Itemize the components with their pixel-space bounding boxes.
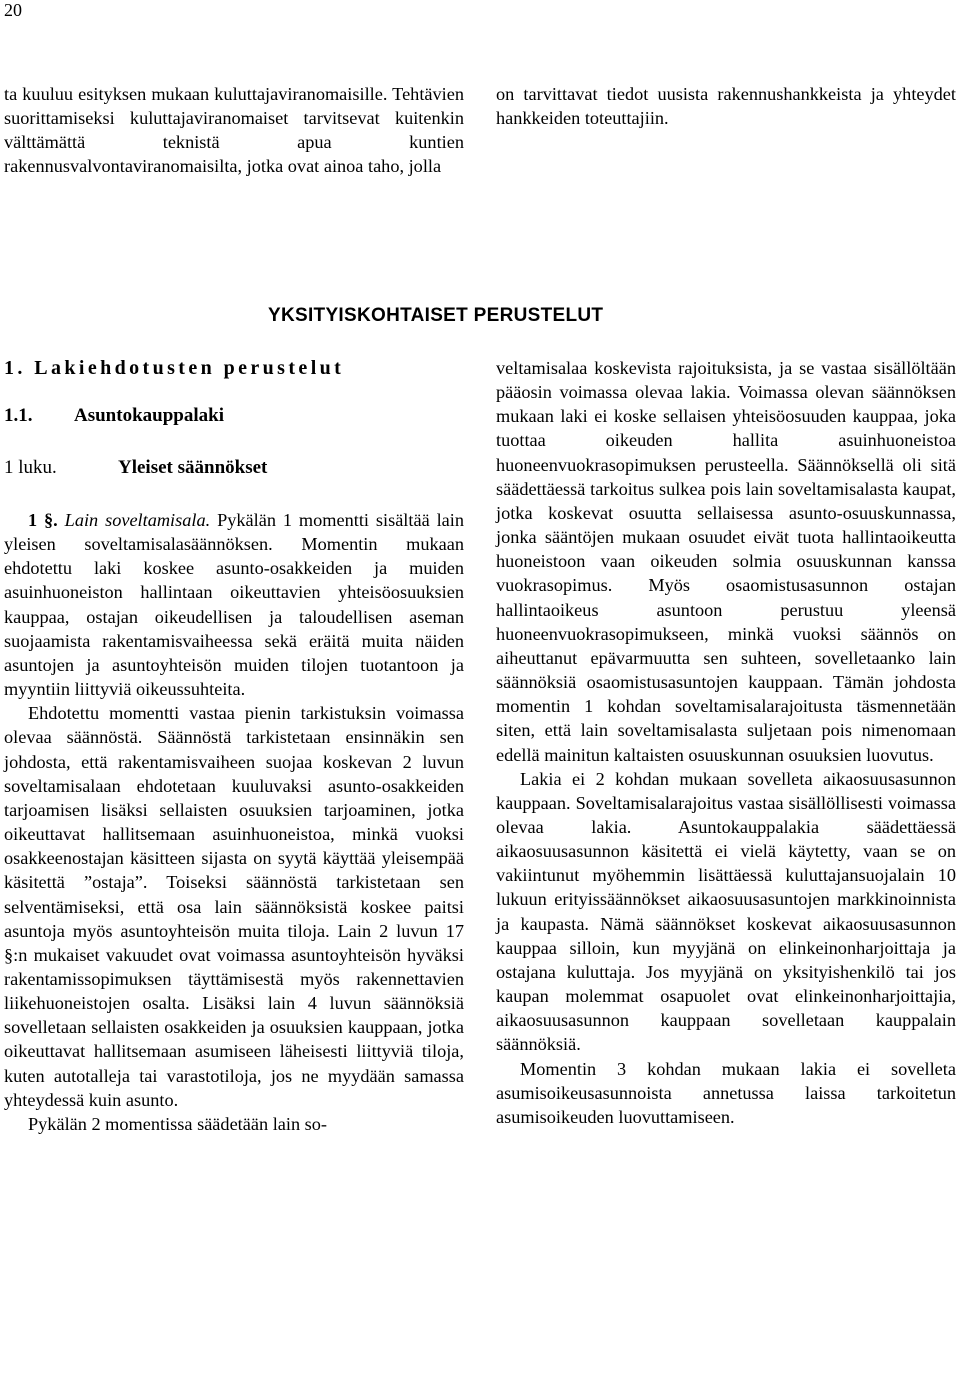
left-column [4,508,464,1136]
heading-chapter-1 [4,457,267,479]
intro-left-column [4,82,464,179]
heading-lakiehdotusten-perustelut: 1. Lakiehdotusten perustelut [4,357,345,379]
intro-right-column [496,82,956,130]
paragraph-3: Pykälän 2 momentissa säädetään lain so- [28,1113,328,1134]
intro-left-paragraph: ta kuuluu esityksen mukaan kuluttajaviranomaisille. Tehtävien suorittamiseksi kuluttajaviranomaiset tarvitsevat kuitenkin välttämättä teknistä apua kuntien rakennusvalvontaviranomaisilta, jotka ovat ainoa taho, jolla [4,84,464,177]
heading-number: 1.1. [4,405,33,426]
paragraph-2: Ehdotettu momentti vastaa pienin tarkistuksin voimassa olevaa säännöstä. Säännöstä tarkistetaan ensinnäkin sen johdosta, että rakentamisvaiheen suojaa koskevan 2 luvun soveltamisalaan ehdotetaan kuuluvaksi asunto-osakkeiden tarjoamisen lisäksi sellaisten osuuksien tarjoaminen, jotka oikeuttavat hallitsemaan asuinhuoneistoa, minkä vuoksi osakkeenostajan käsitteen sijasta on syytä käyttää yleisempää käsitettä ”ostaja”. Toiseksi säännöstä tarkistetaan sen selventämiseksi, että osa lain säännöksistä koskee paitsi asuntoja myös asuntoyhteisön muita tiloja. Lain 2 luvun 17 §:n mukaiset vakuudet ovat voimassa asuntoyhteisön hyväksi rakentamissopimuksen täyttämisestä myös rakennettavien liikehuoneistojen osalta. Lisäksi lain 4 luvun säännöksiä sovelletaan sellaisten osakkeiden ja osuuksien kauppaan, jotka oikeuttavat hallitsemaan asumiseen läheisesti liittyviä tiloja, kuten autotalleja tai varastotiloja, jos ne myydään samassa yhteydessä kuin asunto. [4,703,464,1110]
right-paragraph-2: Lakia ei 2 kohdan mukaan sovelleta aikaosuusasunnon kauppaan. Soveltamisalarajoitus vastaa sisällöllisesti voimassa olevaa lakia. Asuntokauppalakia säädettäessä aikaosuusasunnon käsitettä ei vielä käytetty, vaan se on vakiintunut myöhemmin lisättäessä kuluttajansuojalain 10 lukuun erityissäännökset aikaosuusasuntojen markkinoinnista ja kaupasta. Nämä säännökset koskevat aikaosuusasunnon kauppaa silloin, kun myyjänä on elinkeinonharjoittaja ja ostajana kuluttaja. Jos myyjänä on yksityishenkilö tai jos kaupan molemmat osapuolet ovat elinkeinonharjoittajia, aikaosuusasunnon kauppaan sovelletaan kauppalain säännöksiä. [496,768,956,1055]
paragraph-text: Pykälän 1 momentti sisältää lain yleisen soveltamisalasäännöksen. Momentin mukaan ehdotettu laki koskee asunto-osakkeiden ja muiden asuinhuoneiston hallintaan oikeuttavien yhteisöosuuksien kauppaa, ostajan oikeudellisen ja taloudellisen aseman suojaamista rakentamisvaiheessa sekä eräitä muita näiden asuntojen ja asuntoyhteisön muiden tilojen tuotantoon ja myyntiin liittyviä oikeussuhteita. [4,510,464,700]
chapter-number: 1 luku. [4,457,57,478]
heading-text: Asuntokauppalaki [74,405,224,426]
intro-right-paragraph: on tarvittavat tiedot uusista rakennushankkeista ja yhteydet hankkeiden toteuttajiin. [496,84,956,129]
right-column [496,356,956,1129]
right-paragraph-1: veltamisalaa koskevista rajoituksista, ja se vastaa sisällöltään pääosin voimassa olevaa lakia. Voimassa olevan säännöksen mukaan laki ei koske sellaisen yhteisöosuuden kauppaa, joka tuottaa oikeuden hallita asuinhuoneistoa huoneenvuokrasopimuksen perusteella. Säännöksellä oli sitä säädettäessä tarkoitus sulkea pois lain soveltamisalasta kaupat, jotka koskevat osuutta sellaisessa asunto-osuuskunnassa, jonka sääntöjen mukaan osuudet eivät tuota hallintaoikeutta huoneistoon vaan oikeuden solmia osuuskunnan kanssa vuokrasopimus. Myös osaomistusasunnon ostajan hallintaoikeus asuntoon perustuu yleensä huoneenvuokrasopimukseen, minkä vuoksi säännös on aiheuttanut epävarmuutta sen suhteen, sovelletaanko lain säännöksiä osaomistusasuntojen kauppaan. Tämän johdosta momentin 1 kohdan soveltamisalarajoitusta täsmennetään siten, että lain soveltamisalasta suljetaan pois nimenomaan edellä mainitun kaltaisten osuuskunnan osuuksien luovutus. [496,358,956,765]
page-number: 20 [4,0,22,20]
section-title: YKSITYISKOHTAISET PERUSTELUT [268,305,604,326]
paragraph-1-section [4,508,464,701]
heading-asuntokauppalaki [4,405,224,427]
chapter-title: Yleiset säännökset [118,457,268,478]
section-mark: 1 §. [28,510,58,530]
right-paragraph-3: Momentin 3 kohdan mukaan lakia ei sovelleta asumisoikeusasunnoista annetussa laissa tarkoitetun asumisoikeuden luovuttamiseen. [496,1058,956,1127]
section-title-italic: Lain soveltamisala. [64,510,211,530]
